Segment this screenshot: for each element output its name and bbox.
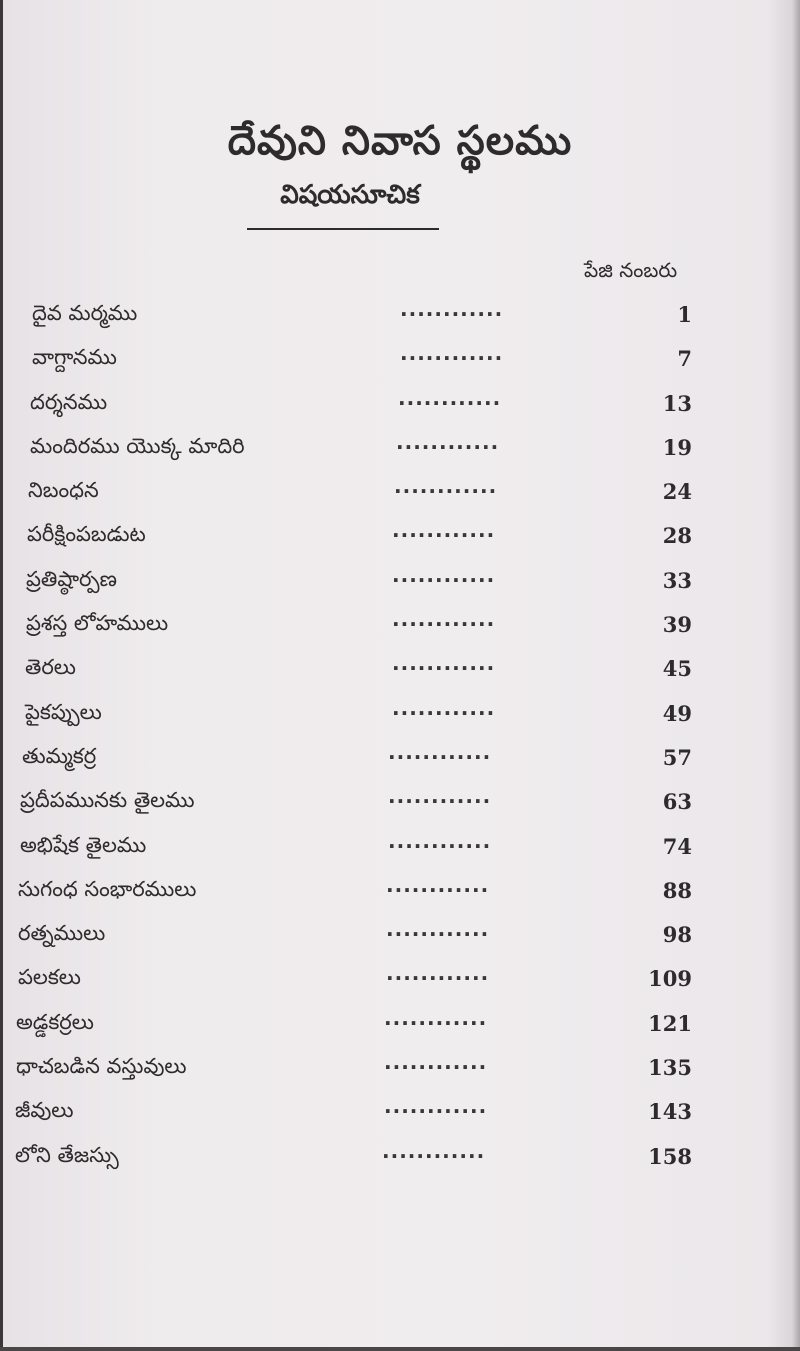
toc-leader-dots: ............ (400, 341, 504, 366)
toc-leader-dots: ............ (392, 695, 496, 720)
toc-entry-page: 24 (662, 479, 692, 505)
toc-entry (0, 431, 800, 475)
contents-heading: విషయసూచిక (280, 180, 420, 210)
toc-entry (0, 298, 800, 342)
toc-leader-dots: ............ (386, 872, 490, 897)
toc-entry (0, 564, 800, 608)
toc-entry-title: నిబంధన (28, 478, 99, 503)
page-bottom-edge (0, 1347, 800, 1351)
toc-entry-page: 109 (648, 966, 692, 992)
toc-entry-title: సుగంధ సంభారములు (18, 876, 197, 901)
toc-entry-page: 28 (662, 523, 692, 549)
toc-entry-title: పరీక్షింపబడుట (27, 522, 146, 547)
toc-leader-dots: ............ (384, 1094, 488, 1119)
toc-leader-dots: ............ (388, 739, 492, 764)
toc-leader-dots: ............ (386, 961, 490, 986)
toc-entry-title: తెరలు (25, 655, 76, 680)
toc-entry (0, 962, 800, 1006)
toc-entry (0, 918, 800, 962)
toc-entry (0, 652, 800, 696)
toc-entry (0, 1140, 800, 1184)
toc-leader-dots: ............ (388, 784, 492, 809)
toc-entry-page: 98 (662, 922, 692, 948)
toc-entry-page: 121 (648, 1010, 692, 1036)
toc-leader-dots: ............ (384, 1050, 488, 1075)
toc-entry-page: 74 (662, 833, 692, 859)
toc-leader-dots: ............ (394, 474, 498, 499)
toc-entry (0, 1095, 800, 1139)
toc-leader-dots: ............ (382, 1138, 486, 1163)
toc-entry (0, 830, 800, 874)
page-number-column-label: పేజి నంబరు (584, 258, 678, 282)
toc-entry (0, 874, 800, 918)
toc-entry-page: 135 (648, 1055, 692, 1081)
toc-entry-title: జీవులు (15, 1098, 74, 1123)
toc-entry-title: లోని తేజస్సు (15, 1142, 119, 1167)
toc-leader-dots: ............ (386, 917, 490, 942)
toc-leader-dots: ............ (392, 518, 496, 543)
toc-leader-dots: ............ (388, 828, 492, 853)
toc-entry-page: 33 (662, 567, 692, 593)
toc-entry-title: వాగ్దానము (32, 345, 117, 370)
toc-entry-title: అభిషేక తైలము (20, 832, 147, 857)
toc-entry-title: దర్శనము (30, 389, 108, 414)
toc-entry-page: 7 (677, 346, 692, 372)
toc-entry-title: రత్నములు (18, 921, 106, 946)
toc-entry (0, 697, 800, 741)
toc-leader-dots: ............ (392, 651, 496, 676)
toc-entry (0, 1007, 800, 1051)
toc-entry-page: 1 (677, 302, 692, 327)
toc-leader-dots: ............ (400, 297, 504, 321)
toc-entry (0, 741, 800, 785)
toc-entry-page: 39 (662, 612, 692, 638)
toc-entry-title: ప్రదీపమునకు తైలము (20, 788, 195, 813)
toc-entry-title: ప్రతిష్ఠార్పణ (26, 566, 117, 591)
toc-entry-page: 158 (648, 1143, 692, 1169)
toc-entry-page: 57 (662, 744, 692, 770)
toc-entry (0, 608, 800, 652)
toc-leader-dots: ............ (396, 429, 500, 454)
heading-underline (247, 228, 439, 230)
toc-entry-page: 13 (662, 390, 692, 416)
toc-entry-title: అడ్డకర్రలు (16, 1009, 94, 1034)
toc-entry (0, 785, 800, 829)
toc-entry-title: పలకలు (18, 965, 81, 990)
toc-entry-page: 88 (662, 877, 692, 903)
toc-entry-title: మందిరము యొక్క మాదిరి (30, 433, 245, 458)
book-title: దేవుని నివాస స్థలము (227, 118, 573, 164)
toc-entry (0, 387, 800, 431)
toc-leader-dots: ............ (398, 385, 502, 410)
toc-entry (0, 1051, 800, 1095)
toc-entry-page: 49 (662, 700, 692, 726)
toc-leader-dots: ............ (392, 562, 496, 587)
toc-entry-title: ధాచబడిన వస్తువులు (16, 1054, 187, 1079)
toc-entry-title: దైవ మర్మము (32, 301, 138, 325)
toc-leader-dots: ............ (392, 607, 496, 632)
toc-entry-page: 143 (648, 1099, 692, 1125)
toc-entry-title: పైకప్పులు (25, 699, 102, 724)
toc-entry-title: ప్రశస్త లోహములు (26, 611, 169, 636)
toc-entry-title: తుమ్మకర్ర (22, 743, 97, 768)
table-of-contents (0, 298, 800, 1184)
toc-entry-page: 45 (662, 656, 692, 682)
toc-entry-page: 63 (662, 789, 692, 815)
toc-entry (0, 342, 800, 386)
toc-entry (0, 519, 800, 563)
toc-entry-page: 19 (662, 434, 692, 460)
toc-entry (0, 475, 800, 519)
toc-leader-dots: ............ (384, 1005, 488, 1030)
